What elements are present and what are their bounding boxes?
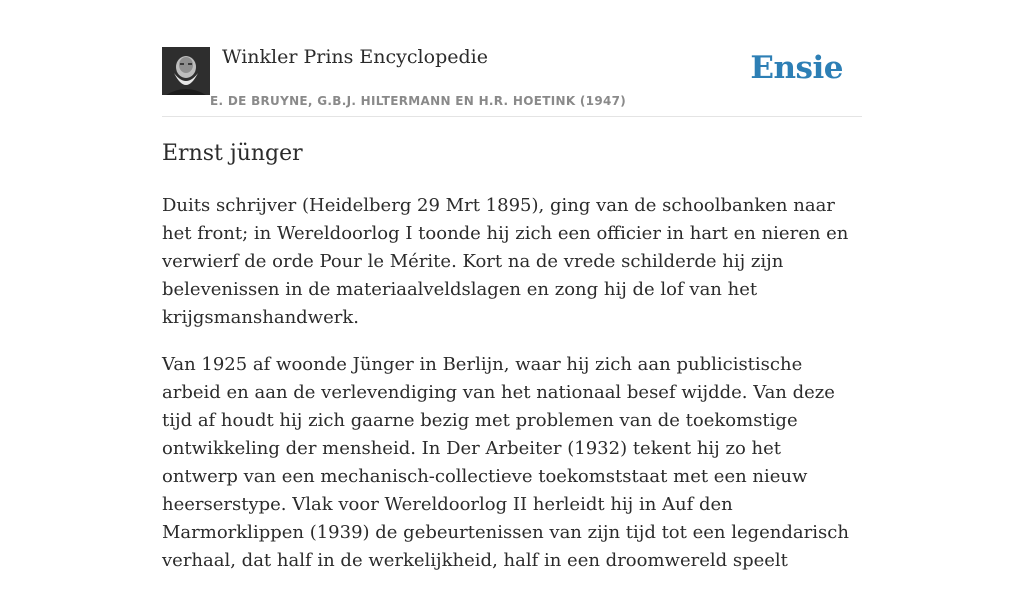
article-paragraph: Van 1925 af woonde Jünger in Berlijn, waar hij zich aan publicistische arbeid en aan de verlevendiging van het nationaal besef wijdde. Van deze tijd af houdt hij zich gaarne bezig met problemen van de toekomstige ontwikkeling der mensheid. In Der Arbeiter (1932) tekent hij zo het ontwerp van een mechanisch-collectieve toekomststaat met een nieuw heerserstype. Vlak voor Wereldoorlog II herleidt hij in Auf den Marmorklippen (1939) de gebeurtenissen van zijn tijd tot een legendarisch verhaal, dat half in de werkelijkheid, half in een droomwereld speelt — [162, 354, 849, 571]
article-paragraph: Duits schrijver (Heidelberg 29 Mrt 1895), ging van de schoolbanken naar het front; in Wereldoorlog I toonde hij zich een officier in hart en nieren en verwierf de orde Pour le Mérite. Kort na de vrede schilderde hij zijn belevenissen in de materiaalveldslagen en zong hij de lof van het krijgsmanshandwerk. — [162, 195, 849, 328]
source-header — [162, 0, 862, 117]
source-title[interactable]: Winkler Prins Encyclopedie — [222, 46, 488, 68]
portrait-image — [162, 47, 210, 95]
author-portrait — [162, 47, 210, 95]
ensie-logo[interactable]: Ensie — [750, 50, 843, 86]
article-body — [162, 192, 862, 594]
article-title: Ernst jünger — [162, 141, 303, 166]
page — [162, 0, 862, 571]
source-authors: E. DE BRUYNE, G.B.J. HILTERMANN EN H.R. HOETINK (1947) — [210, 94, 627, 108]
